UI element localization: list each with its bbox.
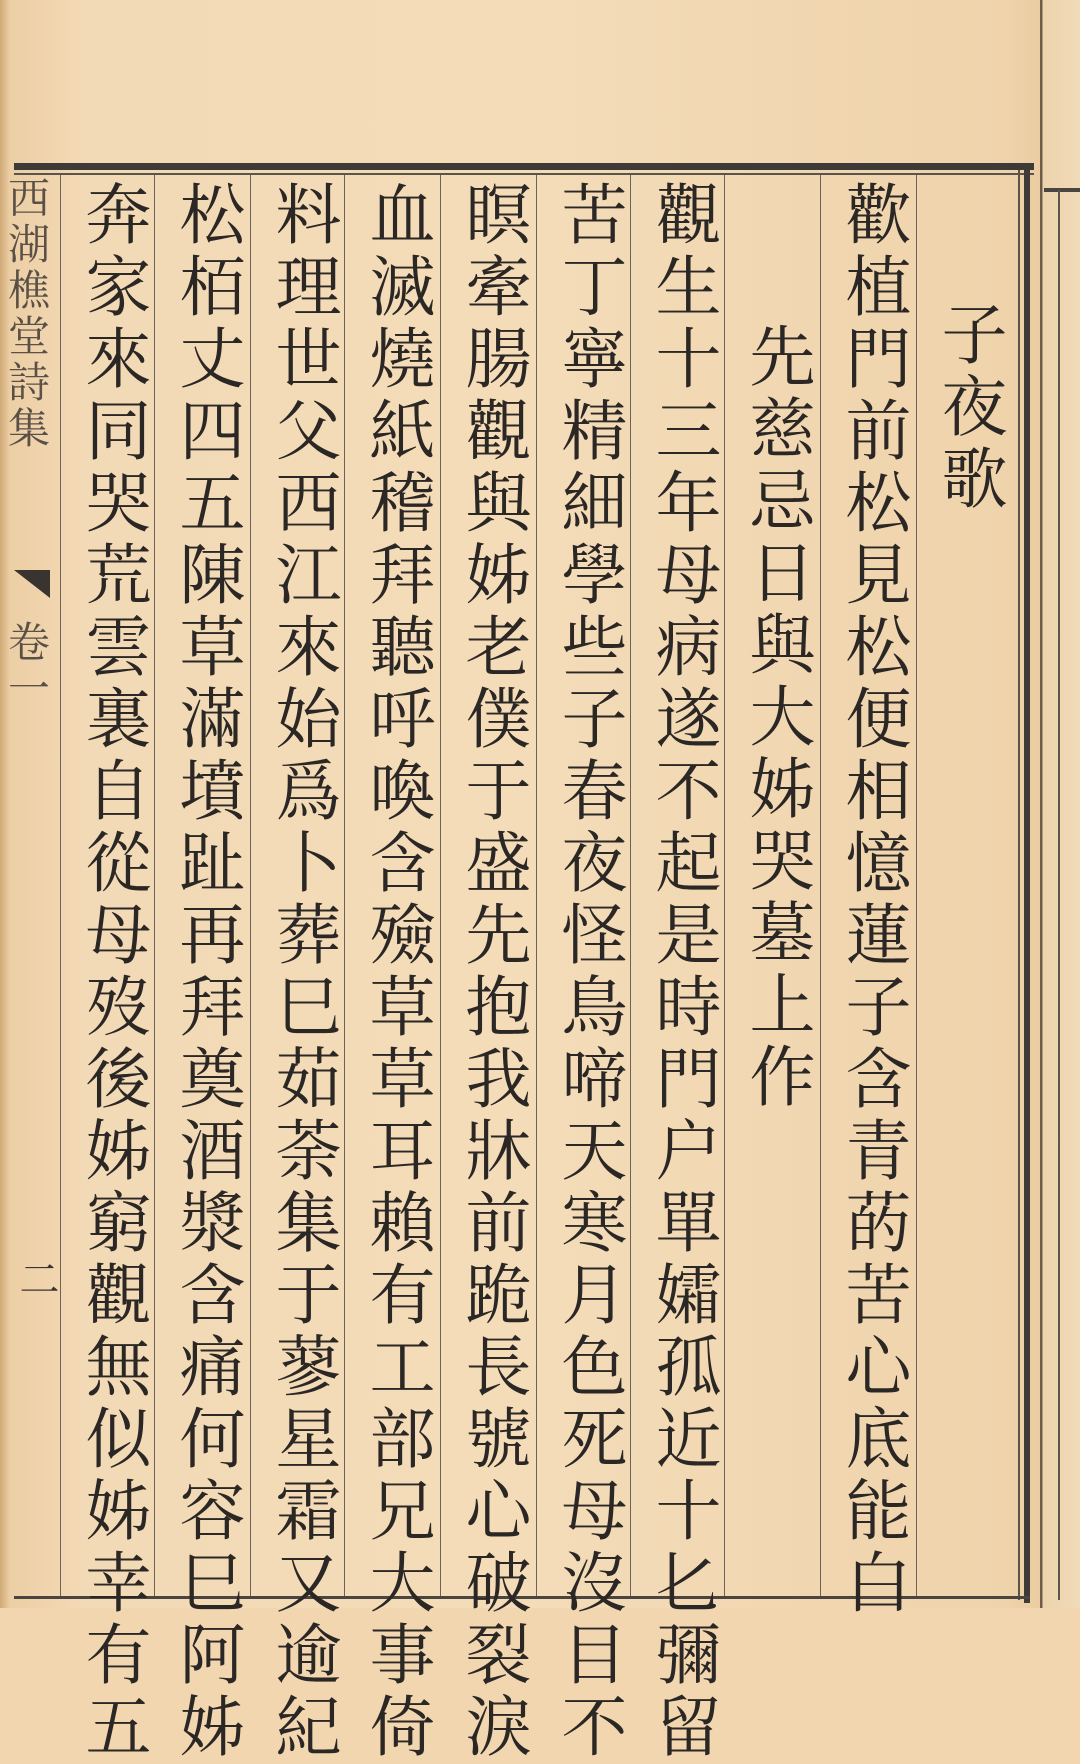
text-column-3: 觀生十三年母病遂不起是時門户單孀孤近十𠤎彌留 bbox=[644, 180, 721, 1764]
border-top-inner bbox=[14, 173, 1034, 175]
next-page-border-line bbox=[1058, 190, 1060, 1600]
margin-juan: 卷一 bbox=[2, 620, 51, 712]
text-column-8: 松栢丈四五陳草滿墳趾再拜奠酒漿含痛何容巳阿姊 bbox=[168, 180, 245, 1764]
border-top bbox=[14, 163, 1034, 170]
text-column-5: 瞑牽腸觀與姊老僕于盛先抱我牀前跪長號心破裂淚 bbox=[454, 180, 531, 1764]
text-column-6: 血滅燒紙稽拜聽呼喚含殮草草耳賴有工部兄大事倚 bbox=[358, 180, 435, 1764]
border-right-inner bbox=[1018, 170, 1020, 1600]
text-column-4: 苦丁寧精細學些子春夜怪鳥啼天寒月色死母沒目不 bbox=[550, 180, 627, 1764]
border-right bbox=[1024, 163, 1030, 1603]
leaf-number: 二 bbox=[13, 1258, 59, 1298]
fishtail-mark bbox=[14, 570, 50, 598]
text-column-1: 歡植門前松見松便相憶蓮子含青菂苦心底能白 bbox=[834, 180, 911, 1620]
margin-book-title: 西湖樵堂詩集 bbox=[2, 176, 51, 452]
text-column-2-subtitle: 先慈忌日與大姊哭墓上作 bbox=[738, 322, 815, 1114]
text-column-9: 奔家來同哭荒雲裏自從母歿後姊窮觀無似姊幸有五 bbox=[74, 180, 151, 1764]
next-page-edge bbox=[1040, 0, 1080, 1608]
next-page-border-top bbox=[1044, 188, 1080, 192]
text-column-7: 料理世父西江來始爲卜葬巳茹荼集于蓼星霜又逾紀 bbox=[264, 180, 341, 1764]
poem-title: 子夜歌 bbox=[930, 300, 1007, 516]
column-rule bbox=[60, 175, 61, 1596]
